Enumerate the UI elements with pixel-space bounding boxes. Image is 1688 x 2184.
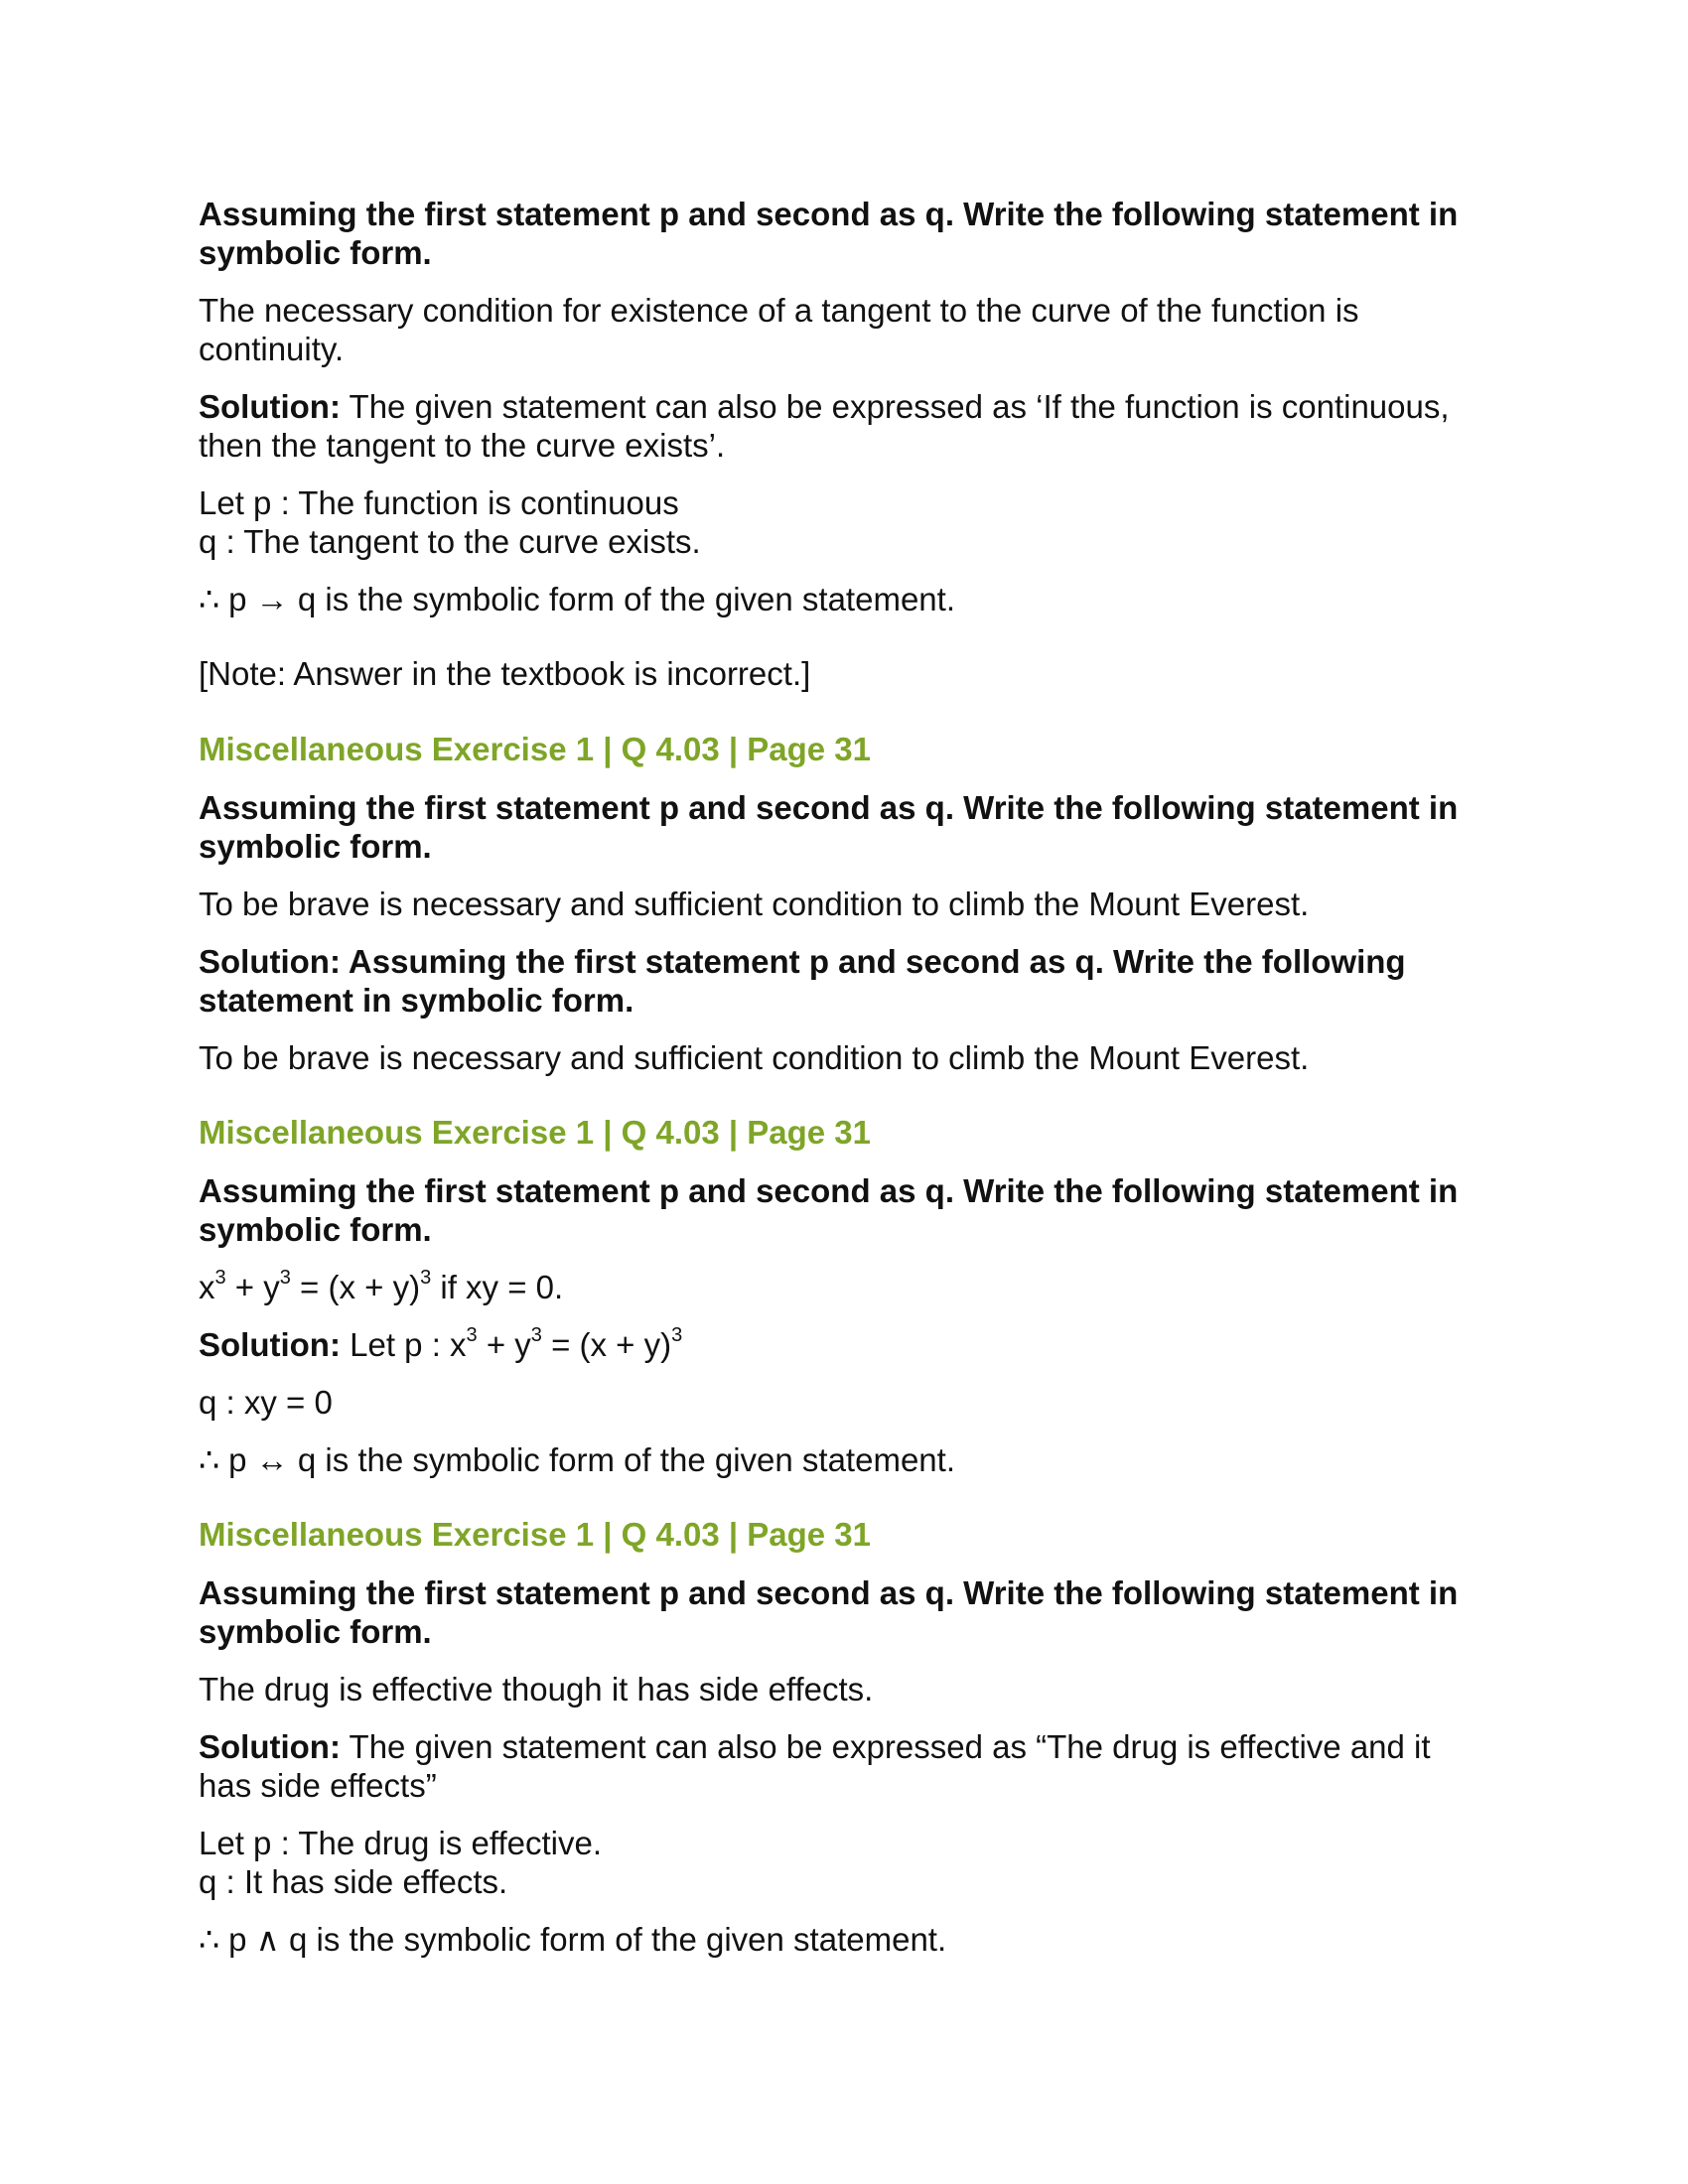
let-p-line: Let p : The drug is effective. <box>199 1825 603 1861</box>
solution-label: Solution: <box>199 388 341 425</box>
section-2 <box>199 730 1489 1077</box>
exercise-heading: Miscellaneous Exercise 1 | Q 4.03 | Page 31 <box>199 1516 872 1553</box>
let-p-line: Let p : The function is continuous <box>199 484 679 521</box>
q-line: q : xy = 0 <box>199 1384 333 1421</box>
solution-text: The given statement can also be expressed as “The drug is effective and it has side effects” <box>199 1728 1431 1804</box>
sol-let: Let p : x <box>340 1326 467 1363</box>
question-text: Assuming the first statement p and second as q. Write the following statement in symbolic form. <box>199 1574 1459 1650</box>
solution-label: Solution: <box>199 1728 341 1765</box>
eq-plus: + y <box>225 1269 280 1305</box>
exponent: 3 <box>279 1267 291 1289</box>
let-q-line: q : It has side effects. <box>199 1863 508 1900</box>
section-4 <box>199 1515 1489 1959</box>
solution-text: The given statement can also be expressed as ‘If the function is continuous, then the tangent to the curve exists’. <box>199 388 1450 464</box>
solution-text: To be brave is necessary and sufficient condition to climb the Mount Everest. <box>199 1039 1310 1076</box>
solution-paragraph <box>199 1727 1489 1805</box>
eq-tail: if xy = 0. <box>431 1269 564 1305</box>
statement-text: To be brave is necessary and sufficient condition to climb the Mount Everest. <box>199 886 1310 922</box>
solution-bold-text: Solution: Assuming the first statement p and second as q. Write the following statement in symbolic form. <box>199 943 1406 1019</box>
exponent: 3 <box>671 1324 683 1346</box>
exercise-heading: Miscellaneous Exercise 1 | Q 4.03 | Page 31 <box>199 731 872 767</box>
sol-plus: + y <box>477 1326 531 1363</box>
section-1 <box>199 195 1489 693</box>
solution-label: Solution: <box>199 1326 341 1363</box>
exponent: 3 <box>214 1267 226 1289</box>
note-text: [Note: Answer in the textbook is incorrect.] <box>199 655 811 692</box>
conclusion-text: ∴ p → q is the symbolic form of the given statement. <box>199 581 955 617</box>
eq-equals: = (x + y) <box>290 1269 421 1305</box>
statement-text: The drug is effective though it has side effects. <box>199 1671 874 1707</box>
conclusion-text: ∴ p ↔ q is the symbolic form of the given statement. <box>199 1441 955 1478</box>
exercise-heading: Miscellaneous Exercise 1 | Q 4.03 | Page 31 <box>199 1114 872 1151</box>
solution-paragraph <box>199 1325 1489 1364</box>
conclusion-text: ∴ p ∧ q is the symbolic form of the given statement. <box>199 1921 947 1958</box>
solution-paragraph <box>199 387 1489 465</box>
question-text: Assuming the first statement p and second as q. Write the following statement in symbolic form. <box>199 789 1459 865</box>
let-q-line: q : The tangent to the curve exists. <box>199 523 701 560</box>
section-3 <box>199 1113 1489 1479</box>
document-page <box>199 195 1489 1959</box>
exponent: 3 <box>420 1267 432 1289</box>
question-text: Assuming the first statement p and second as q. Write the following statement in symbolic form. <box>199 196 1459 271</box>
statement-text: The necessary condition for existence of a tangent to the curve of the function is continuity. <box>199 292 1359 367</box>
exponent: 3 <box>466 1324 478 1346</box>
sol-equals: = (x + y) <box>541 1326 672 1363</box>
question-text: Assuming the first statement p and second as q. Write the following statement in symbolic form. <box>199 1172 1459 1248</box>
statement-equation <box>199 1268 1489 1306</box>
eq-x: x <box>199 1269 215 1305</box>
exponent: 3 <box>530 1324 542 1346</box>
